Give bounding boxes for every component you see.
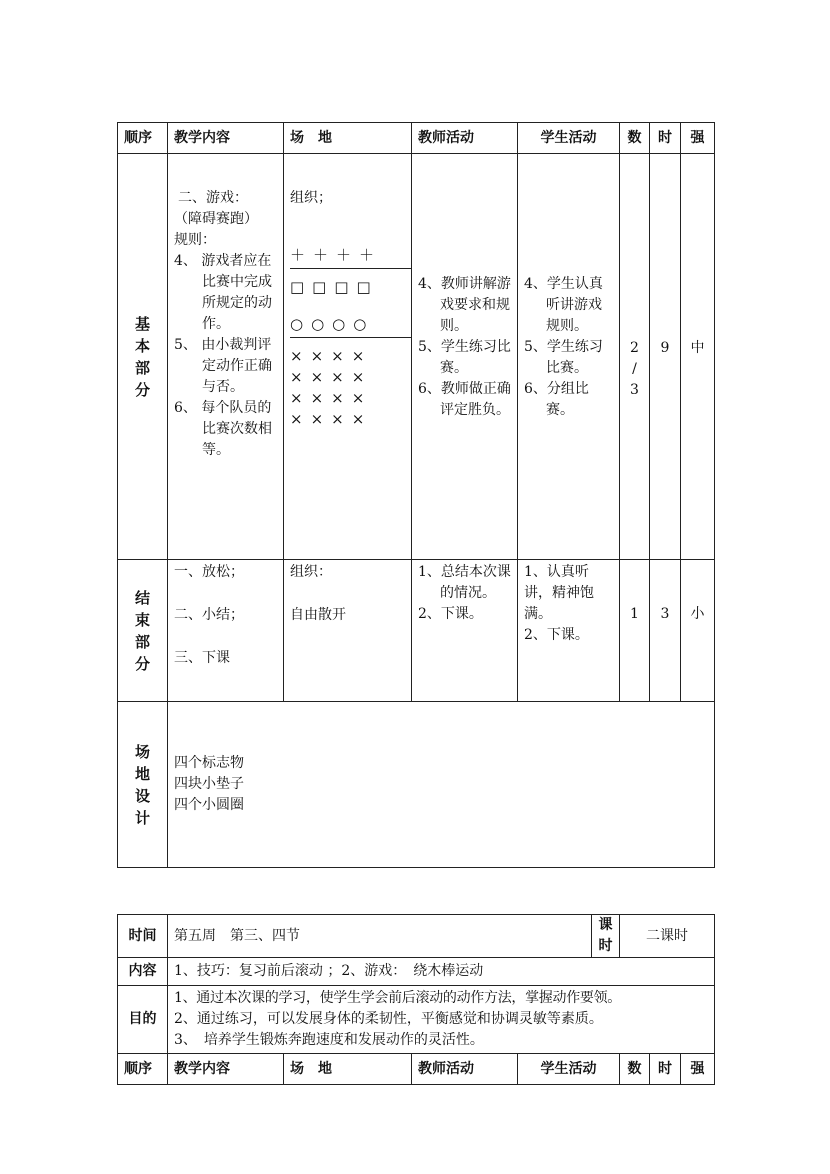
goal-label: 目的 [118, 986, 168, 1054]
ending-item: 一、放松； [174, 564, 244, 580]
design-item: 四个小圆圈 [174, 797, 244, 813]
content-line: 二、游戏： [178, 190, 248, 206]
header-venue: 场 地 [284, 1054, 412, 1085]
basic-count: 2 / 3 [620, 154, 650, 560]
basic-student [518, 154, 620, 560]
ending-row [118, 560, 715, 702]
square-row: □□□□ [290, 278, 379, 296]
header-row [118, 123, 715, 154]
content-row [118, 958, 715, 986]
header-teacher: 教师活动 [412, 1054, 518, 1085]
teacher-step: 1、总结本次课的情况。 [418, 564, 511, 601]
goal-list [168, 986, 715, 1054]
header-intensity: 强 [681, 1054, 715, 1085]
ending-section-label: 结 束 部 分 [118, 560, 168, 702]
ending-org-detail: 自由散开 [290, 607, 346, 623]
basic-content [168, 154, 284, 560]
student-step: 5、学生练习比赛。 [524, 339, 603, 376]
header-content: 教学内容 [168, 123, 284, 154]
rule-6: 6、 每个队员的比赛次数相等。 [174, 400, 272, 458]
teacher-step: 6、教师做正确评定胜负。 [418, 381, 511, 418]
basic-venue [284, 154, 412, 560]
header-time: 时 [650, 123, 681, 154]
header-order: 顺序 [118, 123, 168, 154]
ending-teacher [412, 560, 518, 702]
content-line: 规则： [174, 232, 216, 248]
ending-student [518, 560, 620, 702]
venue-org: 组织； [290, 190, 332, 206]
teacher-step: 2、下课。 [418, 606, 483, 622]
student-step: 2、下课。 [524, 627, 589, 643]
student-step: 1、认真听讲，精神饱满。 [524, 564, 594, 622]
student-step: 4、学生认真听讲游戏规则。 [524, 276, 603, 334]
ending-content [168, 560, 284, 702]
header-row-2 [118, 1054, 715, 1085]
rule-4: 4、 游戏者应在比赛中完成所规定的动作。 [174, 253, 272, 332]
divider-line [290, 337, 411, 338]
x-row: ×××× [290, 368, 373, 386]
basic-section-label: 基 本 部 分 [118, 154, 168, 560]
ending-count: 1 [620, 560, 650, 702]
header-teacher: 教师活动 [412, 123, 518, 154]
header-order: 顺序 [118, 1054, 168, 1085]
lesson-plan-table-1 [117, 122, 715, 868]
content-line: （障碍赛跑） [174, 211, 258, 227]
ending-intensity: 小 [681, 560, 715, 702]
basic-teacher [412, 154, 518, 560]
circle-row: ○○○○ [290, 315, 375, 333]
header-intensity: 强 [681, 123, 715, 154]
header-time: 时 [650, 1054, 681, 1085]
goal-item: 3、 培养学生锻炼奔跑速度和发展动作的灵活性。 [174, 1032, 484, 1048]
x-row: ×××× [290, 389, 373, 407]
lesson-plan-table-2 [117, 914, 715, 1085]
content-label: 内容 [118, 958, 168, 986]
header-student: 学生活动 [518, 1054, 620, 1085]
time-label: 时间 [118, 915, 168, 958]
basic-intensity: 中 [681, 154, 715, 560]
design-item: 四块小垫子 [174, 776, 244, 792]
header-count: 数 [620, 123, 650, 154]
ending-org: 组织： [290, 564, 332, 580]
period-value: 二课时 [620, 915, 715, 958]
goal-row [118, 986, 715, 1054]
teacher-step: 5、学生练习比赛。 [418, 339, 511, 376]
ending-item: 三、下课 [174, 650, 230, 666]
goal-item: 2、通过练习，可以发展身体的柔韧性，平衡感觉和协调灵敏等素质。 [174, 1011, 603, 1027]
design-items [168, 702, 715, 868]
time-row [118, 915, 715, 958]
period-label: 课时 [592, 915, 620, 958]
ending-venue [284, 560, 412, 702]
student-step: 6、分组比赛。 [524, 381, 589, 418]
time-value: 第五周 第三、四节 [168, 915, 592, 958]
header-content: 教学内容 [168, 1054, 284, 1085]
design-row [118, 702, 715, 868]
plus-row: ＋＋＋＋ [290, 246, 383, 264]
content-value: 1、技巧：复习前后滚动 ；2、游戏： 绕木棒运动 [168, 958, 715, 986]
teacher-step: 4、教师讲解游戏要求和规则。 [418, 276, 511, 334]
ending-time: 3 [650, 560, 681, 702]
ending-item: 二、小结； [174, 607, 244, 623]
rule-5: 5、 由小裁判评定动作正确与否。 [174, 337, 272, 395]
x-row: ×××× [290, 410, 373, 428]
goal-item: 1、通过本次课的学习，使学生学会前后滚动的动作方法，掌握动作要领。 [174, 990, 622, 1006]
design-item: 四个标志物 [174, 755, 244, 771]
design-section-label: 场 地 设 计 [118, 702, 168, 868]
divider-line [290, 268, 411, 269]
header-count: 数 [620, 1054, 650, 1085]
header-venue: 场 地 [284, 123, 412, 154]
basic-time: 9 [650, 154, 681, 560]
basic-row [118, 154, 715, 560]
x-row: ×××× [290, 347, 373, 365]
header-student: 学生活动 [518, 123, 620, 154]
